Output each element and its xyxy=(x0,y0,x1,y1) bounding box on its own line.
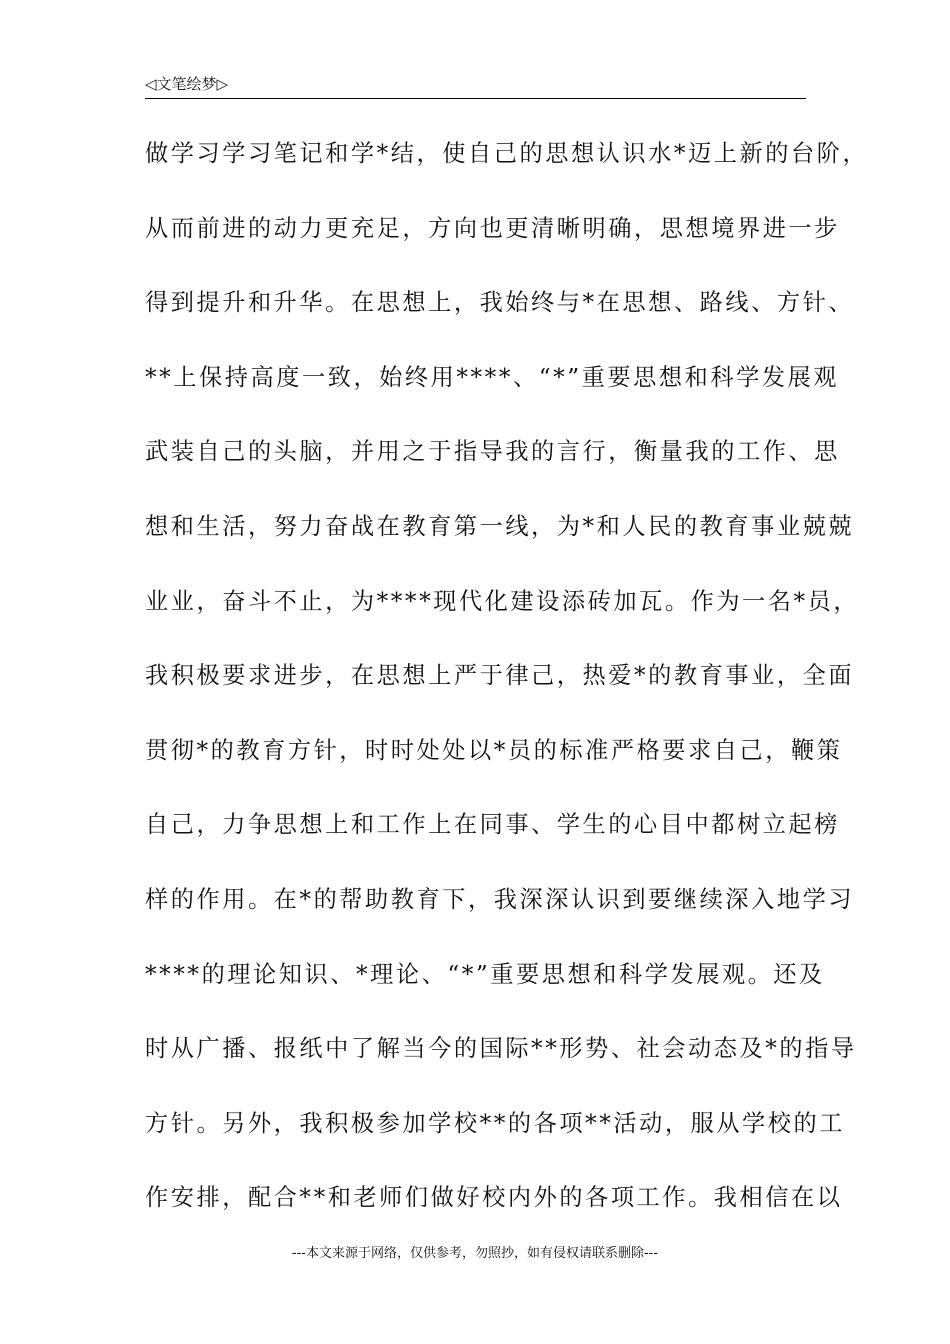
text-line: 想和生活，努力奋战在教育第一线，为*和人民的教育事业兢兢 xyxy=(145,512,855,540)
footer-disclaimer: ---本文来源于网络，仅供参考，勿照抄，如有侵权请联系删除--- xyxy=(291,1246,659,1261)
text-line: 武装自己的头脑，并用之于指导我的言行，衡量我的工作、思 xyxy=(145,438,840,466)
header-brand: ◁文笔绘梦▷ xyxy=(145,75,229,93)
page-header xyxy=(145,72,806,99)
text-line: 业业，奋斗不止，为****现代化建设添砖加瓦。作为一名*员， xyxy=(145,587,860,615)
document-body xyxy=(145,128,869,1247)
text-line: 得到提升和升华。在思想上，我始终与*在思想、路线、方针、 xyxy=(145,289,855,317)
text-line: 从而前进的动力更充足，方向也更清晰明确，思想境界进一步 xyxy=(145,214,840,242)
text-line: 自己，力争思想上和工作上在同事、学生的心目中都树立起榜 xyxy=(145,811,840,839)
text-line: 作安排，配合**和老师们做好校内外的各项工作。我相信在以 xyxy=(145,1184,843,1212)
text-line: 我积极要求进步，在思想上严于律己，热爱*的教育事业，全面 xyxy=(145,662,855,690)
text-line: 做学习学习笔记和学*结，使自己的思想认识水*迈上新的台阶， xyxy=(145,140,869,167)
text-line: **上保持高度一致，始终用****、“*”重要思想和科学发展观 xyxy=(145,363,840,391)
text-line: 样的作用。在*的帮助教育下，我深深认识到要继续深入地学习 xyxy=(145,885,855,913)
text-line: 时从广播、报纸中了解当今的国际**形势、社会动态及*的指导 xyxy=(145,1035,857,1063)
text-line: 方针。另外，我积极参加学校**的各项**活动，服从学校的工 xyxy=(145,1109,846,1137)
text-line: 贯彻*的教育方针，时时处处以*员的标准严格要求自己，鞭策 xyxy=(145,736,843,764)
text-line: ****的理论知识、*理论、“*”重要思想和科学发展观。还及 xyxy=(145,960,825,988)
